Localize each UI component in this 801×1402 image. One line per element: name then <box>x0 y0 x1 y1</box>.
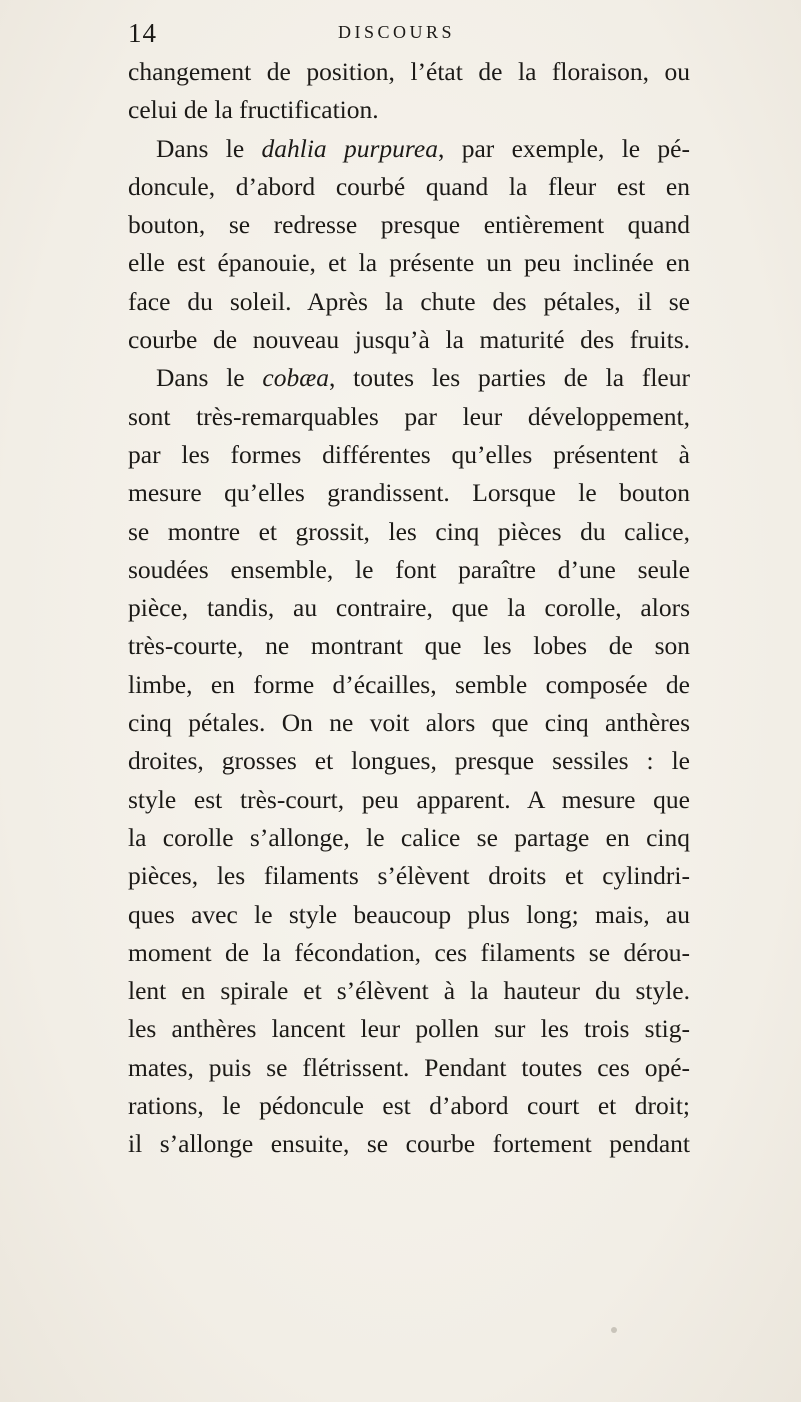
text-line: rations, le pédoncule est d’abord court et droit; <box>128 1091 690 1121</box>
text-line: doncule, d’abord courbé quand la fleur est en <box>128 171 690 201</box>
text-line: face du soleil. Après la chute des pétales, il se <box>128 286 690 316</box>
text-line: pièce, tandis, au contraire, que la corolle, alors <box>128 593 690 623</box>
page-header <box>128 10 688 50</box>
text-line: droites, grosses et longues, presque sessiles : le <box>128 746 690 776</box>
text-line: pièces, les filaments s’élèvent droits et cylindri- <box>128 861 690 891</box>
text-line: mates, puis se flétrissent. Pendant toutes ces opé- <box>128 1052 690 1082</box>
text-line: elle est épanouie, et la présente un peu inclinée en <box>128 248 690 278</box>
text-line: soudées ensemble, le font paraître d’une seule <box>128 554 690 584</box>
body-text <box>128 53 690 1164</box>
paper-speck <box>611 1327 617 1333</box>
text-line: il s’allonge ensuite, se courbe fortement pendant <box>128 1129 690 1159</box>
text-line: changement de position, l’état de la floraison, ou <box>128 57 690 86</box>
text-line: Dans le dahlia purpurea, par exemple, le pé- <box>156 133 690 163</box>
text-line: limbe, en forme d’écailles, semble composée de <box>128 669 690 699</box>
text-line: style est très-court, peu apparent. A mesure que <box>128 784 690 814</box>
text-line: bouton, se redresse presque entièrement quand <box>128 210 690 240</box>
text-line: mesure qu’elles grandissent. Lorsque le bouton <box>128 478 690 508</box>
page-number: 14 <box>128 18 157 48</box>
text-line: sont très-remarquables par leur développement, <box>128 401 690 431</box>
italic-term: dahlia purpurea <box>261 133 438 163</box>
text-line: cinq pétales. On ne voit alors que cinq anthères <box>128 708 690 738</box>
text-line: Dans le cobæa, toutes les parties de la fleur <box>156 363 690 393</box>
text-line: la corolle s’allonge, le calice se partage en cinq <box>128 822 690 852</box>
text-line: moment de la fécondation, ces filaments se dérou- <box>128 937 690 967</box>
text-line: très-courte, ne montrant que les lobes de son <box>128 631 690 661</box>
text-line: les anthères lancent leur pollen sur les trois stig- <box>128 1014 690 1044</box>
text-line: se montre et grossit, les cinq pièces du calice, <box>128 516 690 546</box>
running-head: DISCOURS <box>338 22 456 42</box>
text-line: courbe de nouveau jusqu’à la maturité des fruits. <box>128 325 690 355</box>
italic-term: cobæa <box>262 363 329 393</box>
text-line: ques avec le style beaucoup plus long; mais, au <box>128 899 690 929</box>
text-line: par les formes différentes qu’elles présentent à <box>128 439 690 469</box>
text-line: celui de la fructification. <box>128 95 379 125</box>
text-line: lent en spirale et s’élèvent à la hauteur du style. <box>128 976 690 1006</box>
